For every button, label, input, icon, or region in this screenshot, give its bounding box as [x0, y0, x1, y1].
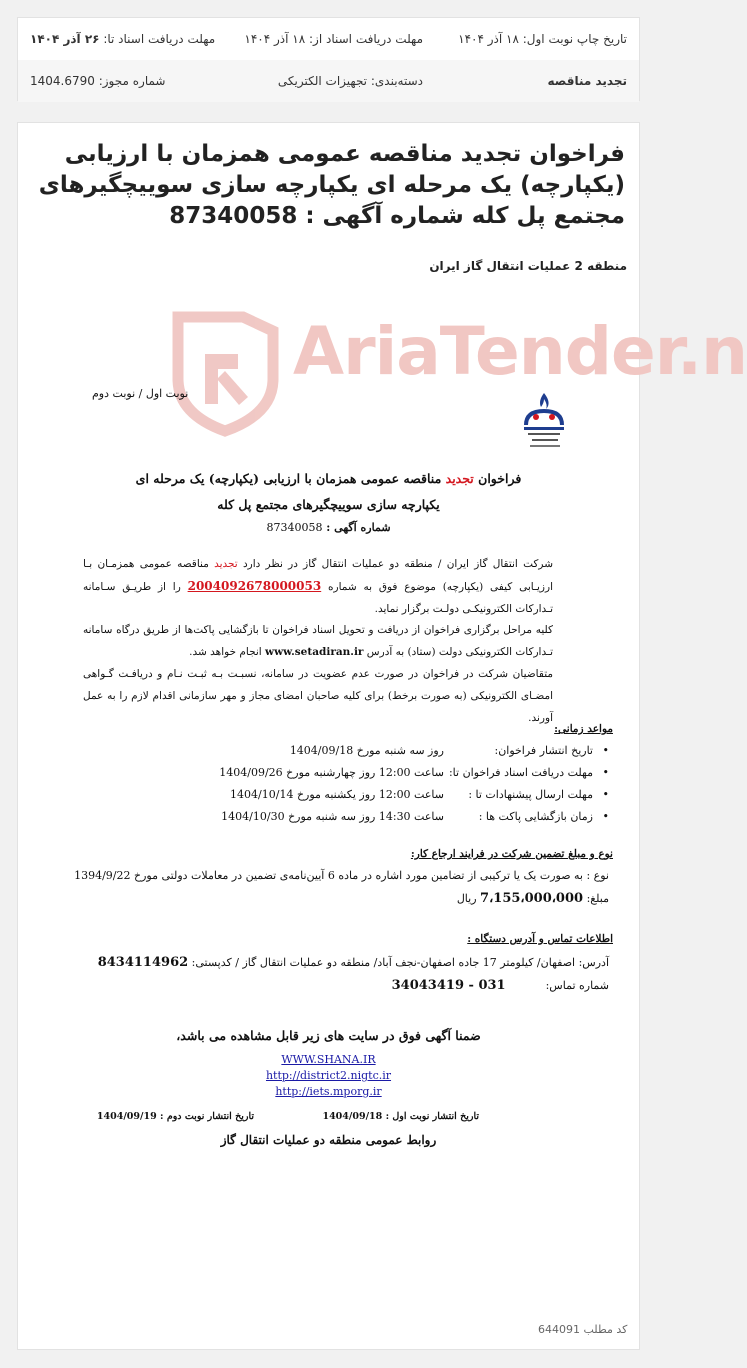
district2-link[interactable]: http://district2.nigtc.ir — [265, 1069, 392, 1082]
doc-heading-line2: یکپارچه سازی سوییچگیرهای مجتمع پل کله — [217, 497, 440, 512]
nobat-label: نوبت اول / نوبت دوم — [92, 387, 189, 400]
p1-post: را از طریـق سـامانه تـدارکات الکترونیکـی دولـت برگزار نماید. — [83, 581, 553, 615]
receive-to-value: ۲۶ آذر ۱۴۰۴ — [30, 32, 100, 46]
site-link-2[interactable] — [18, 1069, 639, 1082]
heading-post: مناقصه عمومی همزمان با ارزیابی (یکپارچه) یک مرحله ای — [135, 471, 446, 486]
bullet-dot: • — [602, 810, 609, 823]
deadline-opening — [89, 810, 609, 830]
contact-address — [98, 955, 609, 970]
p2-pre: کلیه مراحل برگزاری فراخوان از دریافت و تحویل اسناد فراخوان تا بازگشایی پاکت‌ها از طریق درگاه سامانه تـدارکات الکترونیکی دولت (ستاد) به آدرس — [83, 624, 553, 658]
postal-code: 8434114962 — [97, 955, 189, 970]
watermark-text: AriaTender.n — [293, 313, 747, 390]
p2-post: انجام خواهد شد. — [189, 646, 266, 658]
section-guarantee: نوع و مبلغ تضمین شرکت در فرایند ارجاع کار: — [410, 848, 613, 860]
deadline-label: زمان بازگشایی پاکت ها : — [478, 810, 593, 823]
deadline-submit — [89, 788, 609, 808]
deadline-label: تاریخ انتشار فراخوان: — [494, 744, 593, 757]
iets-link[interactable]: http://iets.mporg.ir — [275, 1085, 382, 1098]
deadline-label: مهلت دریافت اسناد فراخوان تا: — [448, 766, 593, 779]
page-title: فراخوان تجدید مناقصه عمومی همزمان با ارزیابی (یکپارچه) یک مرحله ای یکپارچه سازی سوییچگیرهای مجتمع پل کله شماره آگهی : 87340058 — [38, 141, 625, 229]
amount-unit: ریال — [456, 892, 481, 905]
setad-site: www.setadiran.ir — [265, 646, 364, 658]
deadline-value: ساعت 12:00 روز چهارشنبه مورخ 1404/09/26 — [219, 766, 444, 779]
info-row-dates — [18, 18, 639, 60]
tender-number: 2004092678000053 — [187, 579, 322, 593]
sites-notice: ضمنا آگهی فوق در سایت های زیر قابل مشاهده می باشد، — [176, 1028, 481, 1043]
receive-to-label: مهلت دریافت اسناد تا: — [99, 32, 216, 46]
bullet-dot: • — [602, 766, 609, 779]
tender-info-card — [17, 17, 640, 101]
heading-pre: فراخوان — [473, 471, 522, 486]
print-date: تاریخ چاپ نوبت اول: ۱۸ آذر ۱۴۰۴ — [458, 32, 627, 46]
nigc-logo-icon — [518, 389, 570, 455]
tender-type: تجدید مناقصه — [547, 74, 627, 88]
phone-value: 031 - 34043419 — [391, 978, 506, 993]
article-code: کد مطلب 644091 — [538, 1323, 628, 1336]
amount-value: 7،155،000،000 — [480, 891, 584, 906]
deadline-value: روز سه شنبه مورخ 1404/09/18 — [289, 744, 444, 757]
heading-red: تجدید — [445, 471, 474, 486]
receive-from: مهلت دریافت اسناد از: ۱۸ آذر ۱۴۰۴ — [244, 32, 423, 46]
publish-date-first: تاریخ انتشار نوبت اول : 1404/09/18 — [322, 1111, 479, 1122]
deadline-label: مهلت ارسال پیشنهادات تا : — [468, 788, 593, 801]
amount-label: مبلغ: — [583, 892, 609, 905]
paragraph-intro — [83, 553, 553, 620]
address-text: آدرس: اصفهان/ کیلومتر 17 جاده اصفهان-نجف آباد/ منطقه دو عملیات انتقال گاز / کدپستی: — [188, 956, 609, 969]
site-link-3[interactable] — [18, 1085, 639, 1098]
section-deadlines: مواعد زمانی: — [554, 723, 613, 735]
license-number: شماره مجوز: 1404.6790 — [30, 74, 166, 88]
tender-category: دسته‌بندی: تجهیزات الکتریکی — [277, 74, 423, 88]
deadline-value: ساعت 14:30 روز سه شنبه مورخ 1404/10/30 — [221, 810, 444, 823]
bullet-dot: • — [602, 744, 609, 757]
publish-date-second: تاریخ انتشار نوبت دوم : 1404/09/19 — [96, 1111, 254, 1122]
deadline-receive — [89, 766, 609, 786]
heading-number-label: شماره آگهی : — [322, 521, 391, 534]
site-link-1[interactable] — [18, 1053, 639, 1066]
phone-label: شماره تماس: — [545, 979, 609, 992]
guarantee-type: نوع : به صورت یک یا ترکیبی از تضامین مورد اشاره در ماده 6 آیین‌نامه‌ی تضمین در معاملات دولتی مورخ 1394/9/22 — [74, 869, 609, 882]
doc-heading-line3 — [18, 521, 639, 534]
tender-document-image — [18, 303, 747, 1303]
guarantee-amount — [457, 891, 609, 906]
deadline-value: ساعت 12:00 روز یکشنبه مورخ 1404/10/14 — [230, 788, 444, 801]
tender-main-card — [17, 122, 747, 1350]
organization-name: منطقه 2 عملیات انتقال گاز ایران — [429, 259, 627, 273]
heading-number-value: 87340058 — [266, 521, 323, 534]
p1-red: تجدید — [214, 558, 238, 570]
shana-link[interactable]: WWW.SHANA.IR — [281, 1053, 376, 1066]
info-row-meta — [18, 60, 639, 102]
contact-phone — [392, 978, 609, 993]
section-contact: اطلاعات تماس و آدرس دستگاه : — [467, 933, 613, 945]
bullet-dot: • — [602, 788, 609, 801]
doc-heading-line1 — [18, 471, 639, 486]
receive-to — [18, 32, 227, 46]
paragraph-process — [83, 619, 553, 663]
p1-pre: شرکت انتقال گاز ایران / منطقه دو عملیات انتقال گاز در نظر دارد — [237, 558, 553, 570]
paragraph-requirements: متقاضیان شرکت در فراخوان در صورت عدم عضویت در سامانه، نسبـت بـه ثبـت نـام و دریافـت گـواهی امضـای الکترونیکی (به صورت برخط) برای کلیه صاحبان امضای مجاز و مهر سازمانی اقدام لازم را به عمل آورند. — [83, 668, 553, 724]
public-relations-signature: روابط عمومی منطقه دو عملیات انتقال گاز — [220, 1133, 437, 1147]
p1-mid: مناقصه عمومی همزمـان بـا ارزیـابی کیفی (یکپارچه) موضوع فوق به شماره — [83, 558, 553, 593]
deadline-publish — [89, 744, 609, 764]
